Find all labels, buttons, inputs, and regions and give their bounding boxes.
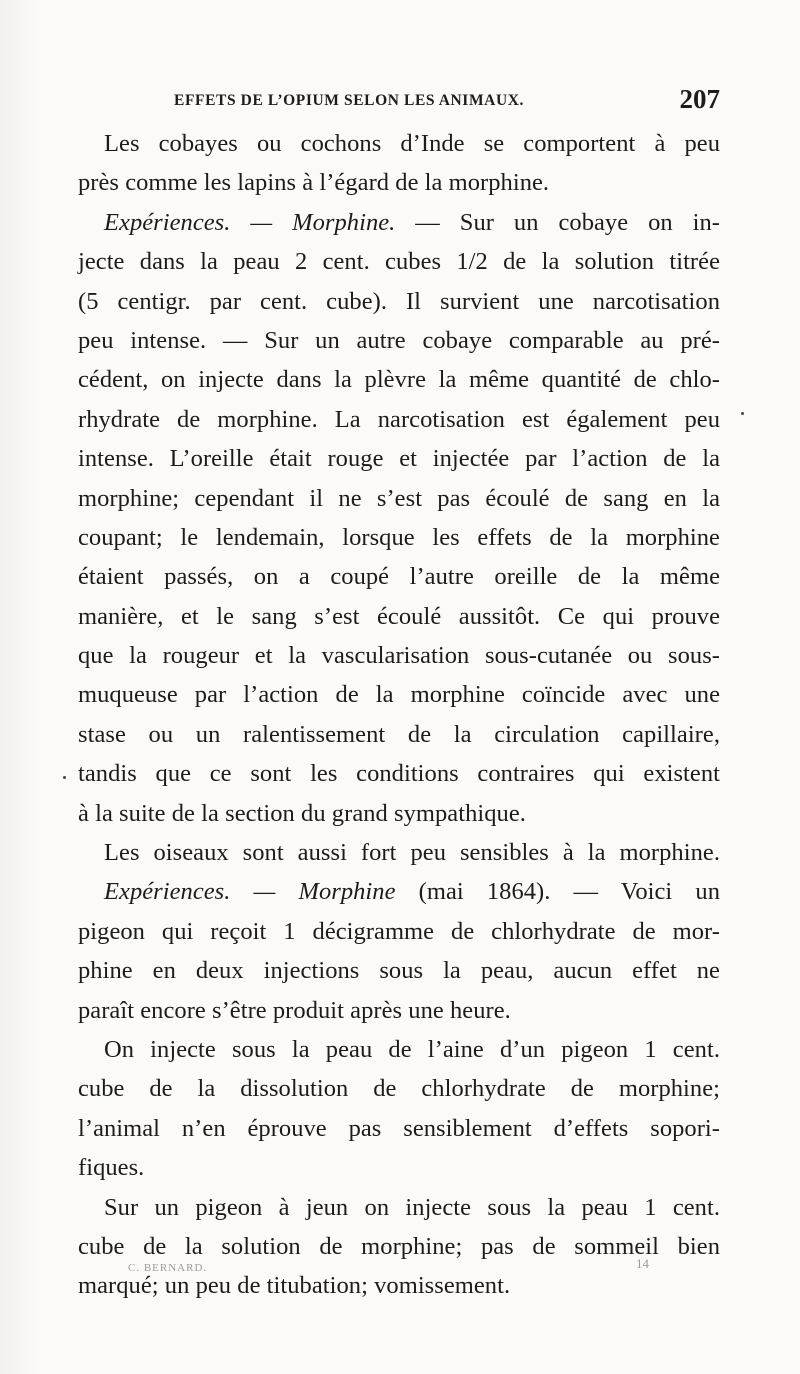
printer-signature: C. BERNARD.: [128, 1262, 208, 1274]
text-line: près comme les lapins à l’égard de la morphine.: [78, 169, 550, 197]
text-line: manière, et le sang s’est écoulé aussitôt. Ce qui prouve: [78, 602, 720, 630]
text-line: Les oiseaux sont aussi fort peu sensibles à la morphine.: [104, 839, 720, 867]
text-line: paraît encore s’être produit après une heure.: [78, 996, 511, 1024]
text-line: l’animal n’en éprouve pas sensiblement d’effets sopori-: [78, 1114, 720, 1142]
text-line: tandis que ce sont les conditions contraires qui existent: [78, 760, 720, 788]
italic-run: Expériences. — Morphine: [104, 878, 396, 906]
text-line: [78, 872, 720, 911]
sheet-number: 14: [636, 1256, 649, 1271]
text-line: [78, 203, 720, 242]
text-line: intense. L’oreille était rouge et injectée par l’action de la: [78, 445, 720, 473]
body-text: [78, 124, 720, 1306]
text-line: jecte dans la peau 2 cent. cubes 1/2 de la solution titrée: [78, 248, 720, 276]
text-line: fiques.: [78, 1154, 145, 1182]
text-line: pigeon qui reçoit 1 décigramme de chlorhydrate de mor-: [78, 917, 720, 945]
paper-speck: [63, 776, 66, 779]
text-line: stase ou un ralentissement de la circulation capillaire,: [78, 720, 720, 748]
text-line: à la suite de la section du grand sympathique.: [78, 799, 526, 827]
italic-run: Expériences. — Morphine.: [104, 208, 396, 236]
text-line: Sur un pigeon à jeun on injecte sous la peau 1 cent.: [104, 1193, 720, 1221]
page-number: 207: [679, 84, 720, 114]
text-line: marqué; un peu de titubation; vomissement.: [78, 1272, 511, 1300]
text-run: (mai 1864). — Voici un: [395, 878, 720, 906]
text-line: rhydrate de morphine. La narcotisation est également peu: [78, 405, 720, 433]
paper-speck: [741, 412, 744, 415]
text-line: que la rougeur et la vascularisation sous-cutanée ou sous-: [78, 642, 720, 670]
text-line: coupant; le lendemain, lorsque les effets de la morphine: [78, 523, 720, 551]
text-line: peu intense. — Sur un autre cobaye comparable au pré-: [78, 326, 720, 354]
text-line: cube de la solution de morphine; pas de sommeil bien: [78, 1232, 720, 1260]
text-line: muqueuse par l’action de la morphine coïncide avec une: [78, 681, 720, 709]
text-line: On injecte sous la peau de l’aine d’un pigeon 1 cent.: [104, 1035, 720, 1063]
text-run: — Sur un cobaye on in-: [395, 208, 720, 236]
text-line: étaient passés, on a coupé l’autre oreille de la même: [78, 563, 720, 591]
text-line: phine en deux injections sous la peau, aucun effet ne: [78, 957, 720, 985]
running-head: [78, 86, 720, 120]
text-line: (5 centigr. par cent. cube). Il survient une narcotisation: [78, 287, 720, 315]
text-line: morphine; cependant il ne s’est pas écoulé de sang en la: [78, 484, 720, 512]
running-title: EFFETS DE L’OPIUM SELON LES ANIMAUX.: [174, 92, 525, 109]
text-line: cube de la dissolution de chlorhydrate de morphine;: [78, 1075, 720, 1103]
text-line: cédent, on injecte dans la plèvre la même quantité de chlo-: [78, 366, 720, 394]
text-line: Les cobayes ou cochons d’Inde se comportent à peu: [104, 130, 720, 157]
